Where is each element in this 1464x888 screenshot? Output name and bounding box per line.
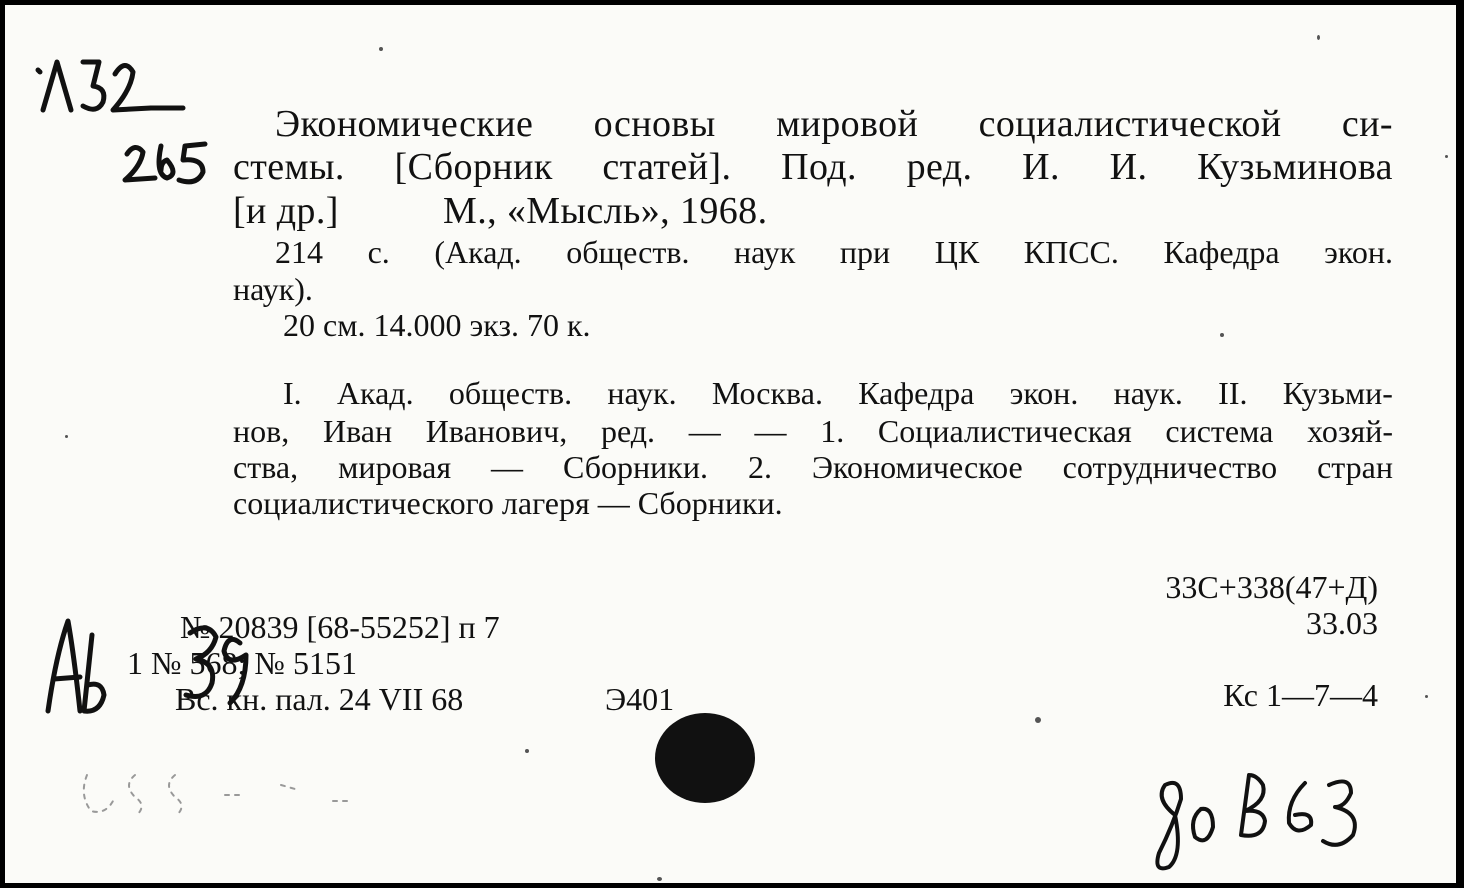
handwritten-right-note bbox=[1145, 755, 1385, 885]
word: хозяй- bbox=[1307, 413, 1393, 449]
faded-bleed-marks bbox=[75, 745, 365, 825]
registration-number: № 20839 [68-55252] п 7 bbox=[180, 609, 500, 645]
word: — bbox=[688, 413, 721, 449]
word: ства, bbox=[233, 449, 299, 485]
chamber-date: Вс. кн. пал. 24 VII 68 bbox=[175, 681, 464, 717]
scan-speck bbox=[657, 877, 662, 881]
word: ЦК bbox=[934, 234, 980, 270]
word: с. bbox=[367, 234, 390, 270]
faded-bleed-drawing bbox=[75, 745, 365, 825]
word: наук. bbox=[607, 375, 677, 411]
scan-speck bbox=[1220, 333, 1224, 337]
shelf-mark-handwritten bbox=[33, 50, 223, 210]
title-line-3a: [и др.] bbox=[233, 190, 339, 232]
word: обществ. bbox=[566, 234, 690, 270]
word: си- bbox=[1341, 103, 1393, 145]
punch-hole bbox=[655, 713, 755, 803]
word: КПСС. bbox=[1023, 234, 1119, 270]
collation-line-2: наук). bbox=[233, 271, 313, 307]
word: 2. bbox=[747, 449, 772, 485]
word: Кафедра bbox=[858, 375, 975, 411]
word: ред. bbox=[906, 146, 973, 188]
scan-speck bbox=[379, 47, 383, 51]
word: экон. bbox=[1009, 375, 1079, 411]
word: мировая bbox=[338, 449, 452, 485]
word: — bbox=[754, 413, 787, 449]
word: I. bbox=[283, 375, 302, 411]
word: Акад. bbox=[336, 375, 414, 411]
word: — bbox=[491, 449, 524, 485]
scan-speck bbox=[1425, 695, 1428, 698]
word: Кузьминова bbox=[1197, 146, 1393, 188]
word: (Акад. bbox=[434, 234, 522, 270]
title-line-3b: М., «Мысль», 1968. bbox=[443, 190, 768, 232]
word: при bbox=[839, 234, 891, 270]
distribution-numbers: 1 № 568; № 5151 bbox=[127, 645, 357, 681]
word: наук. bbox=[1113, 375, 1183, 411]
tracing-line-3 bbox=[233, 451, 1393, 483]
word: сотрудничество bbox=[1062, 449, 1278, 485]
word: обществ. bbox=[448, 375, 573, 411]
word: Кафедра bbox=[1163, 234, 1280, 270]
handwritten-left-drawing bbox=[40, 615, 270, 725]
scan-speck bbox=[65, 435, 68, 438]
word: [Сборник bbox=[394, 146, 553, 188]
title-line-2 bbox=[233, 148, 1393, 186]
word: 1. bbox=[820, 413, 845, 449]
word: Иванович, bbox=[425, 413, 568, 449]
card-index-code: Кс 1—7—4 bbox=[1223, 677, 1378, 713]
word: Социалистическая bbox=[877, 413, 1132, 449]
word: статей]. bbox=[602, 146, 732, 188]
scan-speck bbox=[1317, 35, 1320, 40]
word: ред. bbox=[600, 413, 656, 449]
scan-speck bbox=[1445, 155, 1448, 158]
word: Москва. bbox=[711, 375, 823, 411]
word: Иван bbox=[322, 413, 393, 449]
classification-index: 33С+338(47+Д) bbox=[1165, 569, 1378, 605]
shelf-mark-drawing bbox=[33, 50, 223, 210]
word: экон. bbox=[1324, 234, 1393, 270]
word: система bbox=[1165, 413, 1274, 449]
word: И. bbox=[1109, 146, 1148, 188]
word: стран bbox=[1317, 449, 1393, 485]
word: Под. bbox=[781, 146, 857, 188]
print-code: Э401 bbox=[605, 681, 675, 717]
word: Экономические bbox=[275, 103, 534, 145]
word: мировой bbox=[776, 103, 919, 145]
word: 214 bbox=[275, 234, 323, 270]
collation-line-1 bbox=[275, 236, 1393, 268]
tracing-line-4: социалистического лагеря — Сборники. bbox=[233, 485, 783, 521]
word: Кузьми- bbox=[1282, 375, 1393, 411]
title-line-1 bbox=[275, 105, 1393, 143]
word: основы bbox=[593, 103, 716, 145]
tracing-line-1 bbox=[283, 377, 1393, 409]
scan-speck bbox=[525, 749, 529, 753]
handwritten-left-note bbox=[40, 615, 270, 725]
collation-line-3: 20 см. 14.000 экз. 70 к. bbox=[283, 307, 591, 343]
tracing-line-2 bbox=[233, 415, 1393, 447]
word: II. bbox=[1218, 375, 1248, 411]
word: стемы. bbox=[233, 146, 345, 188]
classification-sub-index: 33.03 bbox=[1306, 605, 1378, 641]
handwritten-right-drawing bbox=[1145, 755, 1385, 885]
word: Экономическое bbox=[811, 449, 1023, 485]
word: Сборники. bbox=[563, 449, 708, 485]
word: И. bbox=[1022, 146, 1060, 188]
word: социалистической bbox=[978, 103, 1282, 145]
word: наук bbox=[734, 234, 796, 270]
word: нов, bbox=[233, 413, 290, 449]
scan-speck bbox=[1035, 717, 1041, 723]
